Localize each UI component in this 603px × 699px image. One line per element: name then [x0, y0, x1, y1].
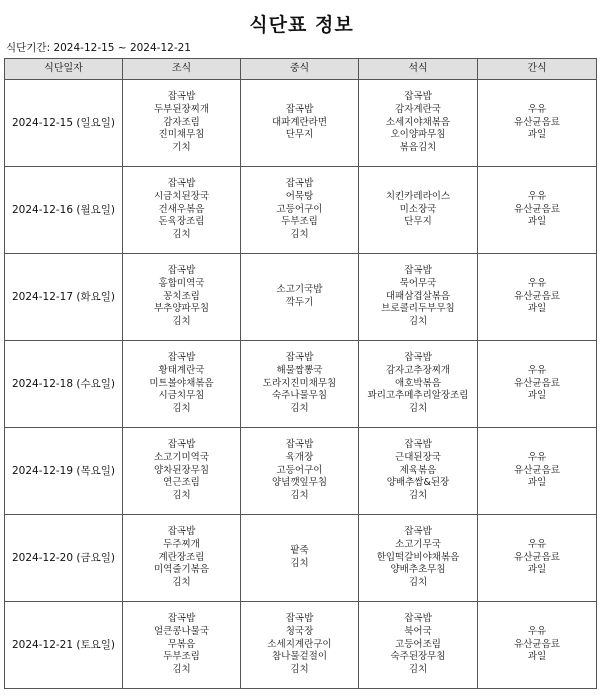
menu-item: 유산균음료 [514, 290, 560, 302]
table-row [5, 80, 597, 167]
menu-item: 감자조림 [163, 116, 200, 128]
menu-item: 과일 [527, 390, 547, 402]
menu-item: 유산균음료 [514, 377, 560, 389]
menu-item: 과일 [527, 216, 547, 228]
menu-item: 잡곡밥 [167, 439, 196, 450]
breakfast-cell [123, 254, 241, 341]
menu-item: 유산균음료 [514, 116, 560, 128]
menu-item: 김치 [172, 403, 191, 415]
menu-item: 김치 [290, 664, 309, 676]
dinner-cell [359, 515, 478, 602]
menu-item: 황태계란국 [158, 364, 205, 376]
menu-item: 대패삼겹살볶음 [385, 290, 451, 302]
table-row [5, 515, 597, 602]
date-cell: 2024-12-20 (금요일) [5, 515, 123, 602]
table-row [5, 341, 597, 428]
meal-table [4, 58, 597, 689]
menu-item: 두부조림 [163, 651, 200, 663]
menu-item: 단무지 [285, 129, 314, 141]
menu-item: 잡곡밥 [285, 613, 314, 624]
date-cell: 2024-12-16 (월요일) [5, 167, 123, 254]
menu-item: 과일 [527, 564, 547, 576]
meal-period-label: 식단기간: 2024-12-15 ~ 2024-12-21 [6, 42, 191, 54]
menu-item: 참나물겉절이 [271, 651, 328, 663]
menu-item: 유산균음료 [514, 551, 560, 563]
menu-item: 우유 [527, 103, 547, 115]
menu-item: 청국장 [285, 625, 314, 637]
menu-item: 잡곡밥 [167, 352, 196, 363]
menu-item: 김치 [290, 403, 309, 415]
menu-item: 김치 [408, 664, 428, 676]
menu-item: 미역줄기볶음 [153, 564, 210, 576]
menu-item: 김치 [290, 229, 309, 241]
menu-item: 고등어구이 [276, 464, 323, 476]
breakfast-cell [123, 515, 241, 602]
menu-item: 김치 [408, 490, 428, 502]
menu-item: 김치 [172, 577, 191, 589]
menu-item: 오이양파무침 [390, 129, 446, 141]
menu-item: 양배추쌈&된장 [386, 477, 450, 489]
lunch-cell [241, 602, 359, 689]
column-header-snack: 간식 [478, 59, 597, 80]
menu-item: 김치 [408, 316, 428, 328]
menu-item: 과일 [527, 303, 547, 315]
column-header-lunch: 중식 [241, 59, 359, 80]
menu-item: 양차된장무침 [153, 464, 210, 476]
menu-item: 잡곡밥 [285, 352, 314, 363]
dinner-cell [359, 80, 478, 167]
menu-item: 소고기국밥 [276, 284, 323, 296]
menu-item: 연근조림 [163, 477, 200, 489]
menu-item: 무볶음 [167, 638, 196, 650]
menu-item: 김치 [408, 577, 428, 589]
date-cell: 2024-12-15 (일요일) [5, 80, 123, 167]
snack-cell [478, 254, 597, 341]
menu-item: 과일 [527, 129, 547, 141]
menu-item: 김치 [290, 490, 309, 502]
menu-item: 잡곡밥 [167, 613, 196, 624]
lunch-cell [241, 341, 359, 428]
menu-item: 부추양파무침 [153, 303, 210, 315]
menu-item: 건새우볶음 [158, 203, 205, 215]
menu-item: 우유 [527, 538, 547, 550]
menu-item: 우유 [527, 190, 547, 202]
breakfast-cell [123, 80, 241, 167]
menu-item: 과일 [527, 477, 547, 489]
menu-item: 돈육장조림 [158, 216, 205, 228]
snack-cell [478, 80, 597, 167]
menu-item: 잡곡밥 [404, 265, 432, 276]
menu-item: 볶음김치 [399, 142, 437, 154]
menu-item: 김치 [172, 664, 191, 676]
menu-item: 유산균음료 [514, 464, 560, 476]
menu-item: 진미채무침 [158, 129, 205, 141]
menu-item: 잡곡밥 [167, 178, 196, 189]
menu-item: 김치 [172, 229, 191, 241]
menu-item: 김치 [408, 403, 428, 415]
menu-item: 얼큰콩나물국 [153, 625, 210, 637]
breakfast-cell [123, 341, 241, 428]
menu-item: 잡곡밥 [404, 526, 432, 537]
table-row [5, 602, 597, 689]
lunch-cell [241, 167, 359, 254]
table-header-row [5, 59, 597, 80]
menu-item: 김치 [172, 316, 191, 328]
menu-item: 감자계란국 [395, 103, 441, 115]
menu-item: 고등어구이 [276, 203, 323, 215]
menu-item: 도라지진미채무침 [262, 377, 337, 389]
menu-item: 두주찌개 [163, 538, 200, 550]
menu-item: 제육볶음 [399, 464, 437, 476]
menu-item: 소고기미역국 [153, 451, 210, 463]
page-title: 식단표 정보 [249, 14, 354, 36]
column-header-breakfast: 조식 [123, 59, 241, 80]
menu-item: 기치 [172, 142, 191, 154]
menu-item: 팥죽 [290, 545, 309, 557]
menu-item: 미트볼야채볶음 [149, 377, 214, 389]
snack-cell [478, 167, 597, 254]
menu-item: 잡곡밥 [285, 103, 314, 115]
menu-item: 홍합미역국 [158, 277, 205, 289]
menu-item: 숙주나물무침 [271, 390, 328, 402]
menu-item: 우유 [527, 364, 547, 376]
snack-cell [478, 515, 597, 602]
menu-item: 양념깻잎무침 [271, 477, 328, 489]
menu-item: 김치 [290, 558, 309, 569]
dinner-cell [359, 254, 478, 341]
menu-item: 잡곡밥 [167, 91, 196, 102]
menu-item: 김치 [172, 490, 191, 502]
menu-item: 유산균음료 [514, 203, 560, 215]
menu-item: 잡곡밥 [167, 526, 196, 537]
menu-item: 북어국 [404, 625, 432, 637]
table-row [5, 428, 597, 515]
menu-item: 잡곡밥 [404, 613, 432, 624]
lunch-cell [241, 428, 359, 515]
dinner-cell [359, 428, 478, 515]
table-row [5, 254, 597, 341]
table-body [5, 80, 597, 689]
menu-item: 유산균음료 [514, 638, 560, 650]
menu-item: 두부조림 [281, 216, 318, 228]
table-row [5, 167, 597, 254]
menu-item: 잡곡밥 [404, 439, 432, 450]
lunch-cell [241, 80, 359, 167]
menu-item: 양배추초무침 [390, 564, 446, 576]
menu-item: 깍두기 [285, 297, 314, 308]
column-header-date: 식단일자 [5, 59, 123, 80]
menu-item: 육개장 [285, 451, 314, 463]
menu-item: 잡곡밥 [404, 352, 432, 363]
menu-item: 우유 [527, 625, 547, 637]
dinner-cell [359, 341, 478, 428]
menu-item: 잡곡밥 [167, 265, 196, 276]
menu-item: 소세지야채볶음 [385, 116, 451, 128]
menu-item: 잡곡밥 [285, 178, 314, 189]
snack-cell [478, 602, 597, 689]
lunch-cell [241, 515, 359, 602]
column-header-dinner: 석식 [359, 59, 478, 80]
breakfast-cell [123, 167, 241, 254]
menu-item: 고등어조림 [395, 638, 441, 650]
snack-cell [478, 428, 597, 515]
menu-item: 치킨카레라이스 [385, 190, 451, 202]
menu-item: 계란장조림 [158, 551, 205, 563]
menu-item: 소고기무국 [395, 538, 441, 550]
dinner-cell [359, 167, 478, 254]
menu-item: 단무지 [404, 216, 432, 228]
date-cell: 2024-12-19 (목요일) [5, 428, 123, 515]
menu-item: 우유 [527, 277, 547, 289]
menu-item: 꽈리고추메추리알장조림 [367, 390, 469, 402]
menu-item: 한입떡갈비야채볶음 [376, 551, 460, 563]
menu-item: 두부된장찌개 [153, 103, 210, 115]
menu-item: 잡곡밥 [285, 439, 314, 450]
date-cell: 2024-12-17 (화요일) [5, 254, 123, 341]
menu-item: 어묵탕 [285, 190, 314, 202]
snack-cell [478, 341, 597, 428]
menu-item: 잡곡밥 [404, 91, 432, 102]
menu-item: 애호박볶음 [395, 377, 441, 389]
menu-item: 소세지계란구이 [267, 638, 332, 650]
dinner-cell [359, 602, 478, 689]
menu-item: 우유 [527, 451, 547, 463]
menu-item: 꽁치조림 [163, 290, 200, 302]
menu-item: 감자고추장찌개 [385, 364, 451, 376]
menu-item: 대파계란라면 [271, 116, 328, 128]
menu-item: 시금치무침 [158, 390, 205, 402]
menu-item: 브로콜리두부무침 [381, 303, 455, 315]
menu-item: 해물짬뽕국 [276, 364, 323, 376]
date-cell: 2024-12-18 (수요일) [5, 341, 123, 428]
menu-item: 미소장국 [399, 203, 437, 215]
menu-item: 과일 [527, 651, 547, 663]
menu-item: 근대된장국 [395, 451, 441, 463]
menu-item: 숙주된장무침 [390, 651, 446, 663]
menu-item: 묵어무국 [399, 277, 437, 289]
menu-item: 시금치된장국 [153, 190, 210, 202]
lunch-cell [241, 254, 359, 341]
breakfast-cell [123, 602, 241, 689]
date-cell: 2024-12-21 (토요일) [5, 602, 123, 689]
breakfast-cell [123, 428, 241, 515]
